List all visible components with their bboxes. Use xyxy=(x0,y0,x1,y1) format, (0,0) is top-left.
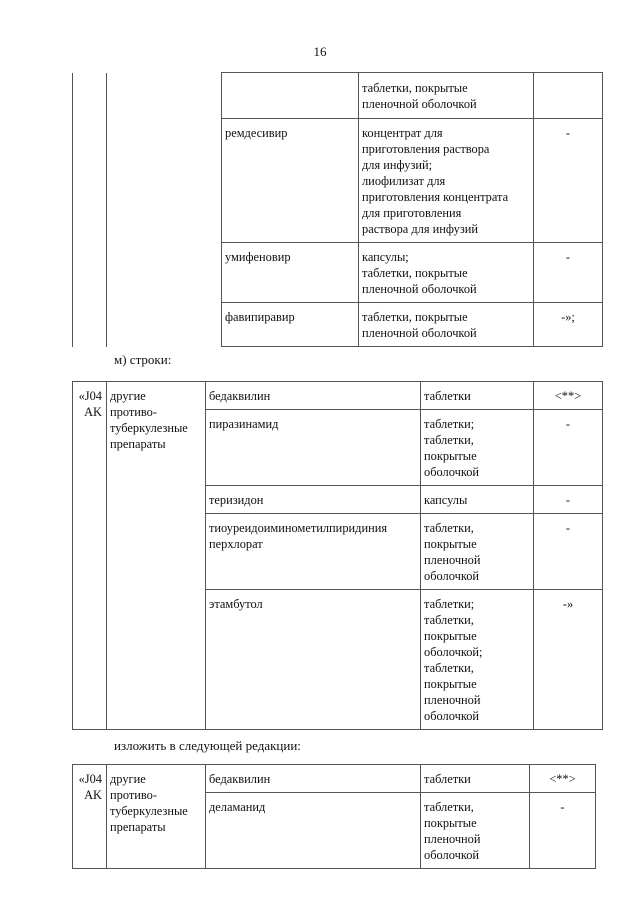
drug-group-cell: другие противо- туберкулезные препараты xyxy=(107,382,206,730)
drug-name-cell: тиоуреидоиминометилпиридиния перхлорат xyxy=(206,514,421,590)
drug-name-cell xyxy=(222,73,359,119)
table-row xyxy=(73,765,596,793)
note-cell xyxy=(534,73,603,119)
dosage-form-cell: таблетки; таблетки, покрытые оболочкой; таблетки, покрытые пленочной оболочкой xyxy=(421,590,534,730)
dosage-form-cell: капсулы; таблетки, покрытые пленочной оболочкой xyxy=(359,243,534,303)
dosage-form-cell: таблетки xyxy=(421,765,530,793)
drug-group-cell: другие противо- туберкулезные препараты xyxy=(107,765,206,869)
drug-table-continued xyxy=(72,72,603,347)
note-cell: - xyxy=(534,410,603,486)
caption-rows: м) строки: xyxy=(114,352,172,367)
note-cell: - xyxy=(534,119,603,243)
drug-name-cell: деламанид xyxy=(206,793,421,869)
page-number: 16 xyxy=(313,44,327,59)
drug-table-old xyxy=(72,381,603,730)
dosage-form-cell: концентрат для приготовления раствора для инфузий; лиофилизат для приготовления концентрата для приготовления раствора для инфузий xyxy=(359,119,534,243)
table-row xyxy=(73,382,603,410)
drug-name-cell: теризидон xyxy=(206,486,421,514)
drug-name-cell: этамбутол xyxy=(206,590,421,730)
drug-name-cell: бедаквилин xyxy=(206,765,421,793)
note-cell: -»; xyxy=(534,303,603,347)
note-cell: -» xyxy=(534,590,603,730)
group-cell xyxy=(107,73,222,347)
table-row xyxy=(73,73,603,119)
dosage-form-cell: таблетки, покрытые пленочной оболочкой xyxy=(359,303,534,347)
atc-code-cell: «J04 AK xyxy=(73,382,107,730)
caption-new-wording: изложить в следующей редакции: xyxy=(114,738,301,753)
dosage-form-cell: таблетки, покрытые пленочной оболочкой xyxy=(421,793,530,869)
drug-table-new xyxy=(72,764,596,869)
atc-code-cell: «J04 AK xyxy=(73,765,107,869)
note-cell: - xyxy=(534,486,603,514)
drug-name-cell: ремдесивир xyxy=(222,119,359,243)
drug-name-cell: бедаквилин xyxy=(206,382,421,410)
note-cell: <**> xyxy=(530,765,596,793)
code-cell xyxy=(73,73,107,347)
dosage-form-cell: таблетки xyxy=(421,382,534,410)
dosage-form-cell: таблетки, покрытые пленочной оболочкой xyxy=(359,73,534,119)
dosage-form-cell: таблетки; таблетки, покрытые оболочкой xyxy=(421,410,534,486)
note-cell: - xyxy=(534,514,603,590)
dosage-form-cell: капсулы xyxy=(421,486,534,514)
drug-name-cell: пиразинамид xyxy=(206,410,421,486)
drug-name-cell: фавипиравир xyxy=(222,303,359,347)
dosage-form-cell: таблетки, покрытые пленочной оболочкой xyxy=(421,514,534,590)
drug-name-cell: умифеновир xyxy=(222,243,359,303)
note-cell: - xyxy=(534,243,603,303)
note-cell: <**> xyxy=(534,382,603,410)
note-cell: - xyxy=(530,793,596,869)
